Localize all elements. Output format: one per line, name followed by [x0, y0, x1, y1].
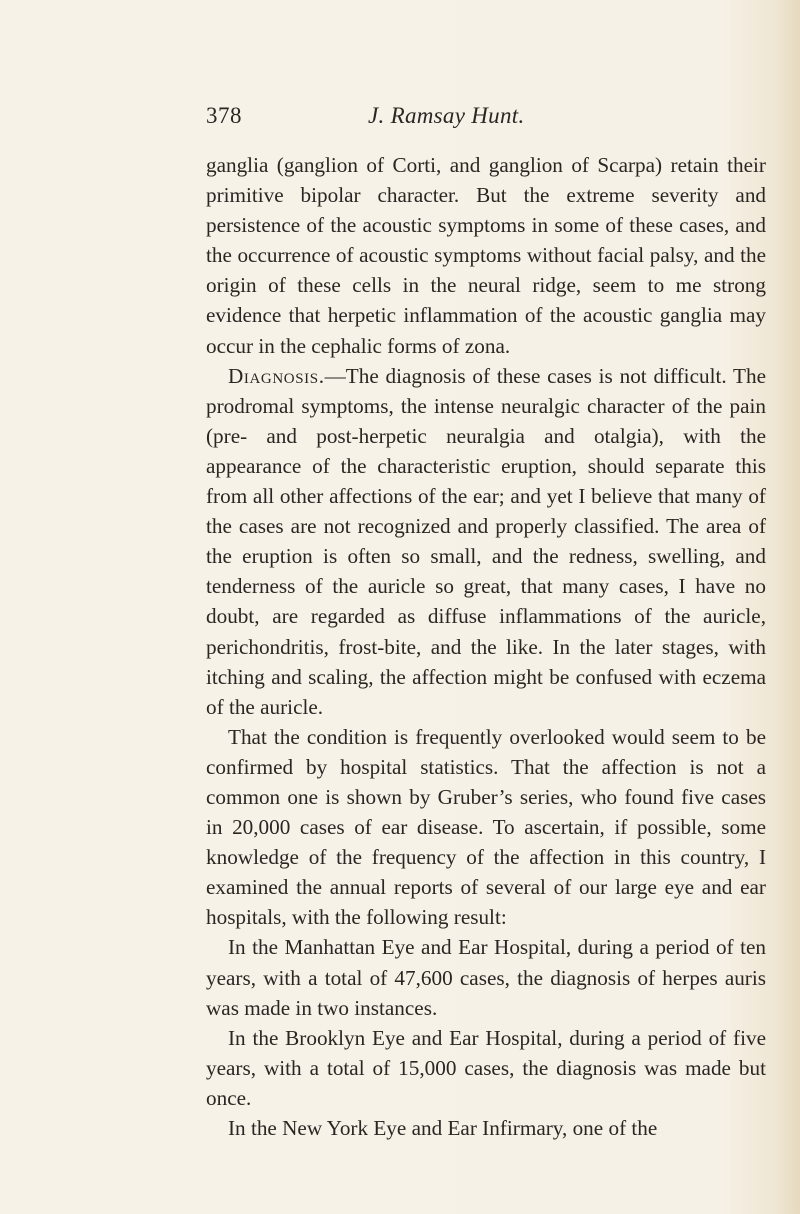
paragraph-6-text: In the New York Eye and Ear Infirmary, one of the [228, 1116, 658, 1140]
paragraph-5-text: In the Brooklyn Eye and Ear Hospital, during a period of five years, with a total of 15,000 cases, the diagnosis was made but once. [206, 1025, 766, 1110]
paragraph-4 [206, 932, 766, 1022]
paragraph-1 [206, 150, 766, 361]
paragraph-3-text: That the condition is frequently overlooked would seem to be confirmed by hospital statistics. That the affection is not a common one is shown by Gruber’s series, who found five cases in 20,000 cases of ear disease. To ascertain, if possible, some knowledge of the frequency of the affection in this country, I examined the annual reports of several of our large eye and ear hospitals, with the following result: [206, 724, 766, 930]
running-head: J. Ramsay Hunt. [368, 103, 525, 128]
page-header [206, 103, 766, 135]
paragraph-1-text: ganglia (ganglion of Corti, and ganglion of Scarpa) retain their primitive bipolar character. But the extreme severity and persistence of the acoustic symptoms in some of these cases, and the occurrence of acoustic symptoms without facial palsy, and the origin of these cells in the neural ridge, seem to me strong evidence that herpetic inflammation of the acoustic ganglia may occur in the cephalic forms of zona. [206, 153, 766, 358]
body-text [206, 150, 766, 1143]
paragraph-3 [206, 722, 766, 933]
paragraph-4-text: In the Manhattan Eye and Ear Hospital, during a period of ten years, with a total of 47,600 cases, the diagnosis of herpes auris was made in two instances. [206, 935, 766, 1020]
page-number: 378 [206, 103, 242, 128]
paragraph-5 [206, 1023, 766, 1113]
section-heading-diagnosis: Diagnosis. [228, 363, 325, 388]
paragraph-diagnosis-text: —The diagnosis of these cases is not difficult. The prodromal symptoms, the intense neuralgic character of the pain (pre- and post-herpetic neuralgia and otalgia), with the appearance of the characteristic eruption, should separate this from all other affections of the ear; and yet I believe that many of the cases are not recognized and properly classified. The area of the eruption is often so small, and the redness, swelling, and tenderness of the auricle so great, that many cases, I have no doubt, are regarded as diffuse inflammations of the auricle, perichondritis, frost-bite, and the like. In the later stages, with itching and scaling, the affection might be confused with eczema of the auricle. [206, 363, 766, 719]
paragraph-6 [206, 1113, 766, 1143]
paragraph-diagnosis [206, 361, 766, 722]
